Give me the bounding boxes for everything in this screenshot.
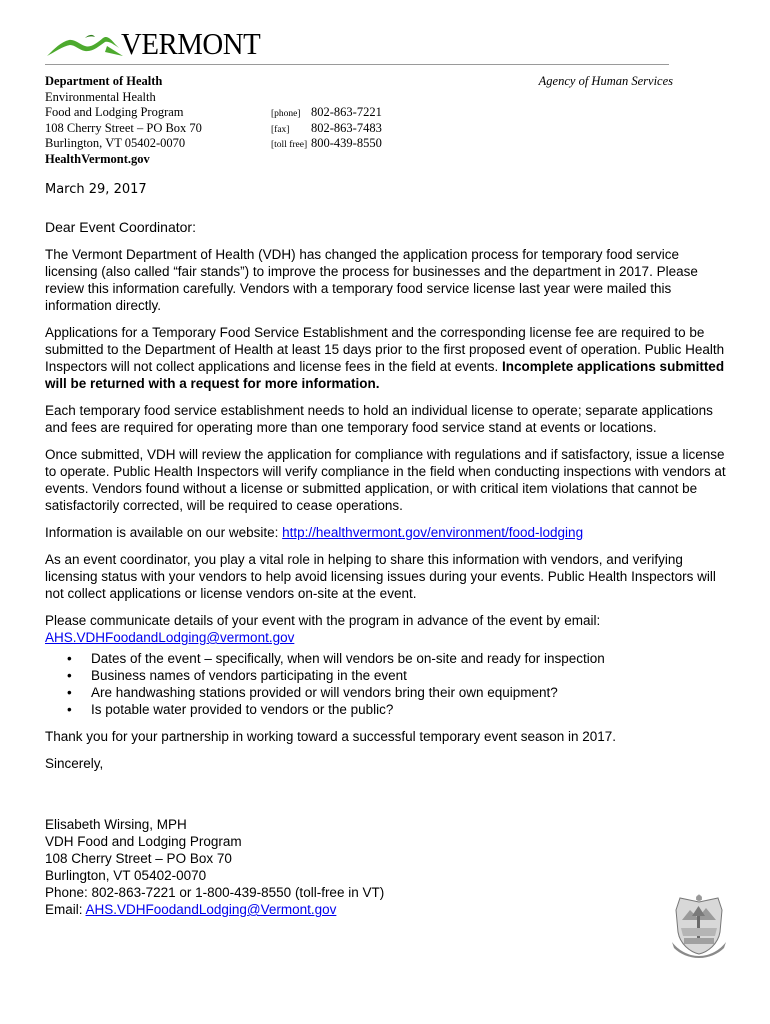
signature-space [45,782,735,816]
communicate-text: Please communicate details of your event with the program in advance of the event by email: [45,613,601,628]
paragraph-applications [45,324,735,392]
program-name: Food and Lodging Program [45,105,184,119]
website-prefix: Information is available on our website: [45,525,283,540]
contact-row [271,105,382,121]
list-item: • Dates of the event – specifically, when will vendors be on-site and ready for inspection [67,650,735,667]
incomplete-warning: Incomplete applications submitted will be returned with a request for more information. [45,359,725,391]
closing: Sincerely, [45,756,104,771]
contact-number: 800-439-8550 [311,136,382,150]
agency-name: Agency of Human Services [538,74,673,88]
website-link[interactable]: http://healthvermont.gov/environment/food-lodging [282,525,584,540]
paragraph-website [45,524,735,541]
email-prefix: Email: [45,902,86,917]
contact-label: [fax] [271,124,290,135]
event-details-list [45,650,735,718]
salutation: Dear Event Coordinator: [45,219,196,235]
mountain-logo-icon [45,30,125,58]
paragraph-communicate [45,612,735,646]
signer-name: Elisabeth Wirsing, MPH [45,817,187,832]
letter-body [45,219,735,918]
street-address: 108 Cherry Street – PO Box 70 [45,120,202,135]
paragraph-thanks: Thank you for your partnership in working toward a successful temporary event season in 2017. [45,729,617,744]
contact-numbers [271,105,382,152]
list-item: • Is potable water provided to vendors or the public? [67,701,735,718]
city-address: Burlington, VT 05402-0070 [45,136,186,150]
vermont-logo [45,26,261,62]
paragraph-coordinator-role: As an event coordinator, you play a vital role in helping to share this information with vendors, and verifying licensing status with your vendors to help avoid licensing issues during your events. Public Health Inspectors will not collect applications or license vendors on-site at the event. [45,552,716,601]
signer-email-link[interactable]: AHS.VDHFoodandLodging@Vermont.gov [85,902,337,917]
signer-program: VDH Food and Lodging Program [45,834,242,849]
paragraph-individual-license: Each temporary food service establishment needs to hold an individual license to operate; separate applications and fees are required for operating more than one temporary food service stand at events or locations. [45,403,713,435]
state-seal [668,892,730,958]
signature-block [45,816,735,918]
list-item: • Are handwashing stations provided or will vendors bring their own equipment? [67,684,735,701]
contact-row [271,136,382,152]
contact-number: 802-863-7221 [311,105,382,119]
contact-number: 802-863-7483 [311,120,382,135]
letterhead-divider [45,64,669,65]
paragraph-review: Once submitted, VDH will review the application for compliance with regulations and if satisfactory, issue a license to operate. Public Health Inspectors will verify compliance in the field when conducting inspections with vendors at events. Vendors found without a license or submitted application, or with critical item violations that cannot be satisfactorily corrected, will be required to cease operations. [45,447,726,513]
program-email-link[interactable]: AHS.VDHFoodandLodging@vermont.gov [45,630,295,645]
paragraph-text: Applications for a Temporary Food Service Establishment and the corresponding license fee are required to be submitted to the Department of Health at least 15 days prior to the first proposed event of operation. Public Health Inspectors will not collect applications and license fees in the field at events. [45,325,725,374]
paragraph-intro: The Vermont Department of Health (VDH) has changed the application process for temporary food service licensing (also called “fair stands”) to improve the process for businesses and the department in 2017. Please review this information carefully. Vendors with a temporary food service license last year were mailed this information directly. [45,247,698,313]
letterhead-address [45,74,202,167]
department-name: Department of Health [45,74,163,88]
contact-label: [toll free] [271,140,308,150]
logo-wordmark: VERMONT [121,26,261,61]
signer-street: 108 Cherry Street – PO Box 70 [45,851,232,866]
list-item: • Business names of vendors participating in the event [67,667,735,684]
letter-date: March 29, 2017 [45,182,147,197]
state-seal-icon [668,892,730,958]
website-text: HealthVermont.gov [45,151,150,166]
contact-row [271,121,382,137]
signer-phone: Phone: 802-863-7221 or 1-800-439-8550 (toll-free in VT) [45,885,385,900]
signer-city: Burlington, VT 05402-0070 [45,868,207,883]
division-name: Environmental Health [45,89,156,104]
contact-label: [phone] [271,109,301,119]
signer-email-line [45,901,735,918]
